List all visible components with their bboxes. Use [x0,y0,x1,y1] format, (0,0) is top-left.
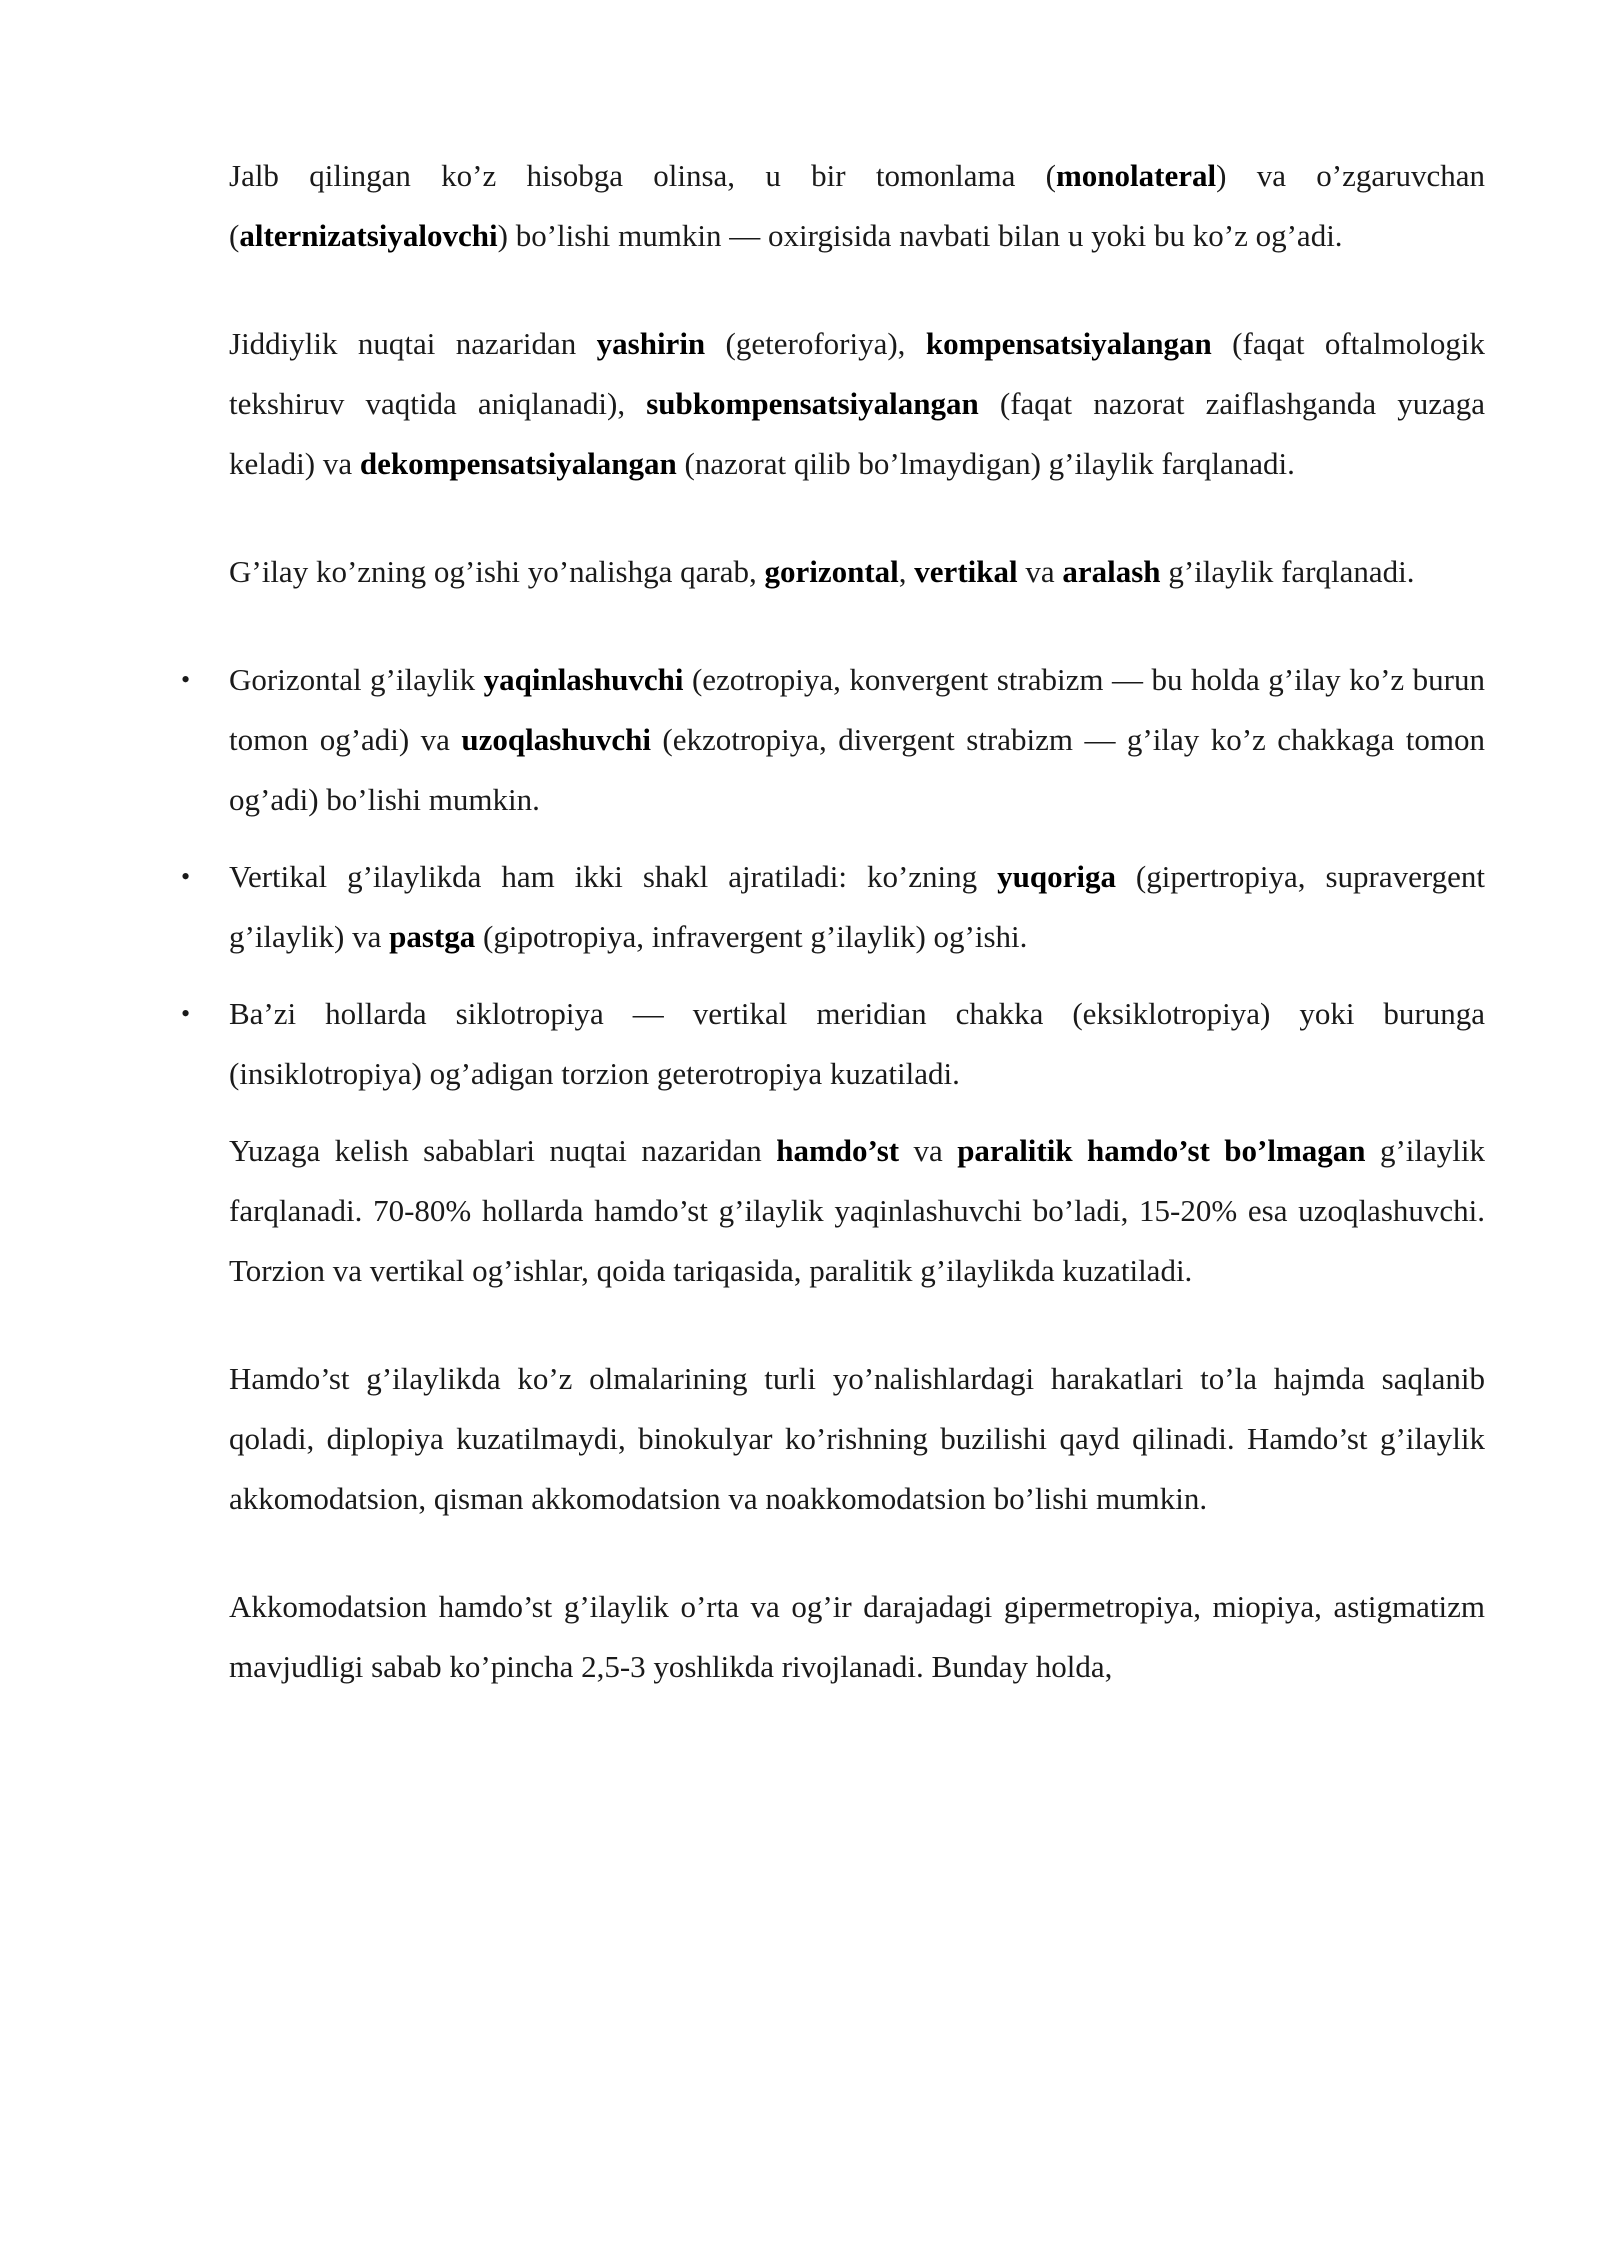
text: (ekzotropiya, divergent strabizm — g’ilay ko’z chakkaga tomon og’adi) bo’lishi mumkin. [229,722,1485,817]
text: Yuzaga kelish sabablari nuqtai nazaridan [229,1133,777,1168]
paragraph-severity [229,314,1485,494]
text: Jiddiylik nuqtai nazaridan [229,326,597,361]
term-subcompensated: subkompensatsiyalangan [646,386,979,421]
text: , [898,554,915,589]
list-item [181,847,1485,967]
list-item [181,650,1486,830]
paragraph-direction [229,542,1485,602]
term-converging: yaqinlashuvchi [483,662,684,697]
paragraph-laterality [229,146,1485,266]
term-upward: yuqoriga [997,859,1116,894]
text: Jalb qilingan ko’z hisobga olinsa, u bir tomonlama ( [229,158,1056,193]
text: Ba’zi hollarda siklotropiya — vertikal meridian chakka (eksiklotropiya) yoki burunga (insiklotropiya) og’adigan torzion geterotropiya kuzatiladi. [229,996,1485,1091]
text: (faqat nazorat zaiflashganda yuzaga keladi) va [229,386,1485,481]
text: g’ilaylik farqlanadi. 70-80% hollarda hamdo’st g’ilaylik yaqinlashuvchi bo’ladi, 15-20% esa uzoqlashuvchi. Torzion va vertikal og’ishlar, qoida tariqasida, paralitik g’ilaylikda kuzatiladi. [229,1133,1485,1288]
term-latent: yashirin [596,326,706,361]
bullet-icon: • [181,999,191,1028]
term-monolateral: monolateral [1055,158,1217,193]
text: G’ilay ko’zning og’ishi yo’nalishga qarab, [229,554,765,589]
text: Vertikal g’ilaylikda ham ikki shakl ajratiladi: ko’zning [229,859,998,894]
text: (gipertropiya, supravergent g’ilaylik) va [229,859,1485,954]
text: (faqat oftalmologik tekshiruv vaqtida aniqlanadi), [229,326,1485,421]
bullet-icon: • [181,665,191,694]
term-paralytic-nonconcomitant: paralitik hamdo’st bo’lmagan [957,1133,1366,1168]
text: (gipotropiya, infravergent g’ilaylik) og’ishi. [475,919,1028,954]
bullet-list [181,650,1486,1104]
text: (geteroforiya), [705,326,926,361]
term-mixed: aralash [1062,554,1161,589]
term-decompensated: dekompensatsiyalangan [359,446,677,481]
text: Akkomodatsion hamdo’st g’ilaylik o’rta va og’ir darajadagi gipermetropiya, miopiya, astigmatizm mavjudligi sabab ko’pincha 2,5-3 yoshlikda rivojlanadi. Bunday holda, [229,1589,1485,1684]
term-compensated: kompensatsiyalangan [925,326,1212,361]
text: va [899,1133,958,1168]
document-page [181,146,1486,1697]
paragraph-concomitant [229,1349,1485,1529]
text: g’ilaylik farqlanadi. [1160,554,1415,589]
term-horizontal: gorizontal [764,554,899,589]
term-vertical: vertikal [914,554,1018,589]
list-item [181,984,1485,1104]
text: (ezotropiya, konvergent strabizm — bu holda g’ilay ko’z burun tomon og’adi) va [229,662,1486,757]
paragraph-causes [229,1121,1485,1301]
text: Gorizontal g’ilaylik [229,662,484,697]
paragraph-accommodative [229,1577,1485,1697]
term-diverging: uzoqlashuvchi [461,722,651,757]
text: (nazorat qilib bo’lmaydigan) g’ilaylik farqlanadi. [676,446,1295,481]
text: ) va o’zgaruvchan ( [229,158,1485,253]
term-concomitant: hamdo’st [776,1133,900,1168]
term-downward: pastga [389,919,476,954]
text: va [1017,554,1063,589]
term-alternating: alternizatsiyalovchi [239,218,498,253]
bullet-icon: • [181,862,191,891]
text: Hamdo’st g’ilaylikda ko’z olmalarining turli yo’nalishlardagi harakatlari to’la hajmda saqlanib qoladi, diplopiya kuzatilmaydi, binokulyar ko’rishning buzilishi qayd qilinadi. Hamdo’st g’ilaylik akkomodatsion, qisman akkomodatsion va noakkomodatsion bo’lishi mumkin. [229,1361,1485,1516]
text: ) bo’lishi mumkin — oxirgisida navbati bilan u yoki bu ko’z og’adi. [497,218,1343,253]
